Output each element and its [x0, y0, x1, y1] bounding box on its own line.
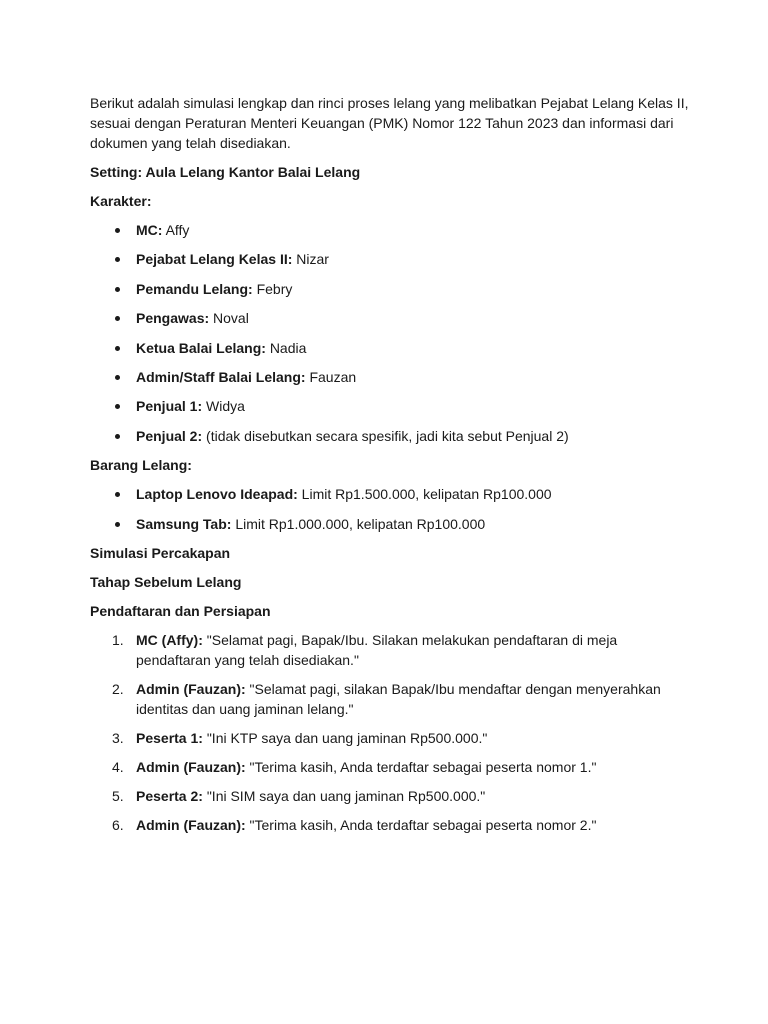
role-label: Pemandu Lelang:: [136, 280, 253, 297]
dialog-line: "Ini SIM saya dan uang jaminan Rp500.000.": [206, 787, 486, 804]
pendaftaran-heading: Pendaftaran dan Persiapan: [90, 602, 271, 619]
speaker-label: MC (Affy):: [136, 631, 203, 648]
bullet-icon: [115, 287, 120, 292]
list-item: [90, 484, 690, 504]
list-item: [90, 728, 690, 748]
item-number: 2.: [112, 680, 124, 697]
list-item: [90, 514, 690, 534]
bullet-icon: [115, 346, 120, 351]
list-item: [90, 815, 690, 835]
dialog-line: "Terima kasih, Anda terdaftar sebagai peserta nomor 2.": [249, 816, 597, 833]
tahap-heading: Tahap Sebelum Lelang: [90, 573, 242, 590]
item-number: 4.: [112, 758, 124, 775]
role-label: Penjual 2:: [136, 427, 203, 444]
item-number: 6.: [112, 816, 124, 833]
bullet-icon: [115, 522, 120, 527]
bullet-icon: [115, 228, 120, 233]
list-item: [90, 757, 690, 777]
role-label: MC:: [136, 222, 163, 238]
karakter-heading: Karakter:: [90, 193, 152, 209]
list-item: [90, 396, 690, 416]
role-name: Noval: [213, 310, 249, 327]
role-name: Fauzan: [309, 368, 357, 385]
bullet-icon: [115, 492, 120, 497]
dialog-line: "Selamat pagi, Bapak/Ibu. Silakan melakukan pendaftaran di meja pendaftaran yang telah disediakan.": [136, 631, 618, 668]
speaker-label: Peserta 1:: [136, 729, 203, 746]
list-item: [90, 630, 690, 670]
bullet-icon: [115, 434, 120, 439]
role-name: Nizar: [296, 251, 329, 268]
speaker-label: Peserta 2:: [136, 787, 203, 804]
dialog-line: "Terima kasih, Anda terdaftar sebagai peserta nomor 1.": [249, 758, 597, 775]
barang-list: [90, 484, 690, 533]
bullet-icon: [115, 375, 120, 380]
role-name: Febry: [256, 280, 293, 297]
list-item: [90, 249, 690, 269]
role-label: Ketua Balai Lelang:: [136, 339, 266, 356]
list-item: [90, 338, 690, 358]
item-number: 5.: [112, 787, 124, 804]
list-item: [90, 308, 690, 328]
bullet-icon: [115, 257, 120, 262]
bullet-icon: [115, 316, 120, 321]
barang-heading: Barang Lelang:: [90, 457, 192, 474]
list-item: [90, 786, 690, 806]
item-number: 1.: [112, 631, 124, 648]
dialog-line: "Selamat pagi, silakan Bapak/Ibu mendaftar dengan menyerahkan identitas dan uang jaminan lelang.": [136, 680, 661, 717]
dialog-line: "Ini KTP saya dan uang jaminan Rp500.000.": [206, 729, 488, 746]
role-label: Admin/Staff Balai Lelang:: [136, 368, 306, 385]
speaker-label: Admin (Fauzan):: [136, 758, 246, 775]
speaker-label: Admin (Fauzan):: [136, 680, 246, 697]
document-page: [90, 93, 690, 844]
item-detail: Limit Rp1.500.000, kelipatan Rp100.000: [301, 486, 552, 503]
list-item: [90, 279, 690, 299]
list-item: [90, 679, 690, 719]
setting-heading: Setting: Aula Lelang Kantor Balai Lelang: [90, 164, 361, 180]
item-detail: Limit Rp1.000.000, kelipatan Rp100.000: [235, 515, 486, 532]
bullet-icon: [115, 404, 120, 409]
item-label: Samsung Tab:: [136, 515, 232, 532]
role-label: Penjual 1:: [136, 398, 203, 415]
role-name: (tidak disebutkan secara spesifik, jadi kita sebut Penjual 2): [206, 427, 569, 444]
speaker-label: Admin (Fauzan):: [136, 816, 246, 833]
item-number: 3.: [112, 729, 124, 746]
role-label: Pejabat Lelang Kelas II:: [136, 251, 293, 268]
role-name: Affy: [165, 222, 190, 238]
role-label: Pengawas:: [136, 310, 210, 327]
intro-paragraph: Berikut adalah simulasi lengkap dan rinci proses lelang yang melibatkan Pejabat Lelang Kelas II, sesuai dengan Peraturan Menteri Keuangan (PMK) Nomor 122 Tahun 2023 dan informasi dari dokumen yang telah disediakan.: [90, 95, 689, 151]
item-label: Laptop Lenovo Ideapad:: [136, 486, 298, 503]
list-item: [90, 220, 690, 240]
list-item: [90, 367, 690, 387]
karakter-list: [90, 220, 690, 446]
list-item: [90, 426, 690, 446]
role-name: Nadia: [269, 339, 307, 356]
role-name: Widya: [206, 398, 245, 415]
simulasi-heading: Simulasi Percakapan: [90, 544, 231, 561]
dialog-list: [90, 630, 690, 835]
